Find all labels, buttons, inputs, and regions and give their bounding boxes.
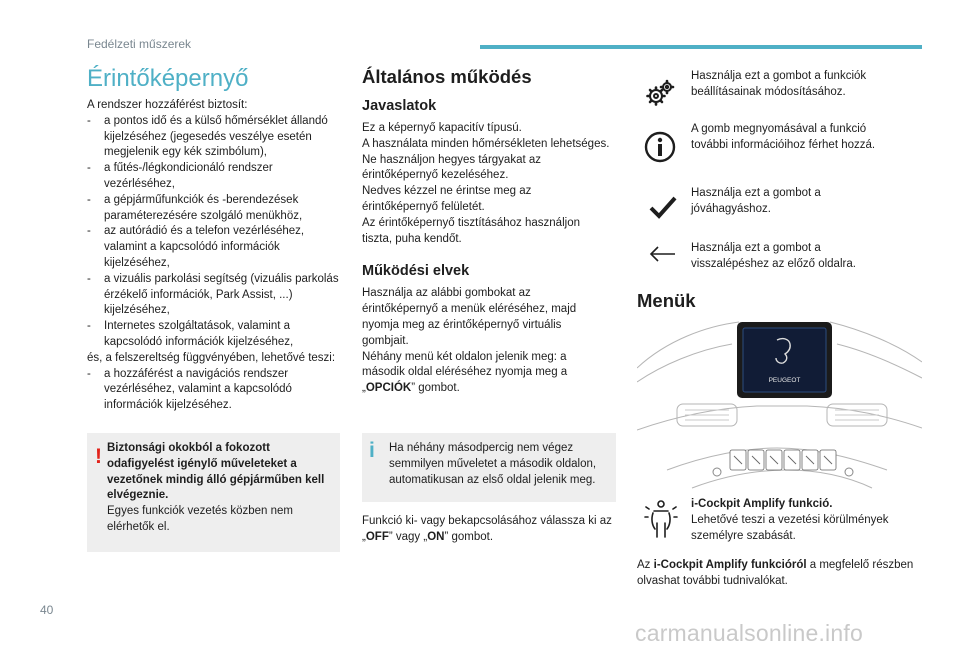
amplify-description: [691, 497, 906, 544]
text-fragment: Néhány menü két oldalon jelenik meg: a második oldal eléréséhez nyomja meg a „: [362, 350, 568, 395]
list-item: - Internetes szolgáltatások, valamint a kapcsolódó információk kijelzéséhez,: [87, 319, 345, 351]
text-fragment: ” vagy „: [388, 530, 428, 543]
dashboard-illustration: [637, 320, 922, 490]
screen-brand-text: PEUGEOT: [768, 377, 801, 384]
amplify-link-text: i-Cockpit Amplify funkcióról: [653, 559, 807, 571]
tip-line: Az érintőképernyő tisztításához használjon tiszta, puha kendőt.: [362, 216, 580, 245]
amplify-icon: [643, 497, 679, 541]
onoff-paragraph: [362, 514, 612, 546]
list-item: - a fűtés-/légkondicionáló rendszer vezérléséhez,: [87, 161, 345, 193]
section-label: Fedélzeti műszerek: [87, 37, 192, 51]
list-item: - a vizuális parkolási segítség (vizuális parkolás érzékelő információk, Park Assist, ...) kijelzéséhez,: [87, 272, 345, 319]
warning-text: Egyes funkciók vezetés közben nem elérhetők el.: [107, 505, 294, 533]
amplify-title: i-Cockpit Amplify funkció.: [691, 498, 833, 510]
amplify-text: Lehetővé teszi a vezetési körülmények személyre szabását.: [691, 513, 889, 542]
info-text: Ha néhány másodpercig nem végez semmilyen műveletet a második oldalon, automatikusan az első oldal jelenik meg.: [389, 442, 597, 486]
subsection-title: Működési elvek: [362, 263, 470, 280]
touchscreen-section: [87, 65, 345, 414]
general-operation-section: [362, 66, 610, 397]
back-description: Használja ezt a gombot a visszalépéshez az előző oldalra.: [691, 242, 856, 270]
amplify-footer-text: [637, 558, 917, 590]
list-item: - a hozzáférést a navigációs rendszer vezérléséhez, valamint a kapcsolódó információk kijelzéséhez.: [87, 367, 345, 414]
list-item: - az autórádió és a telefon vezérléséhez, valamint a kapcsolódó információk kijelzéséhez,: [87, 224, 345, 271]
section-title: Általános működés: [362, 66, 532, 87]
text-fragment: Az: [637, 559, 654, 571]
list-item: - a pontos idő és a külső hőmérséklet állandó kijelzéséhez (jegesedés veszélye esetén megjelenik egy kék szimbólum),: [87, 114, 345, 161]
warning-content: [107, 441, 335, 536]
tip-line: Nedves kézzel ne érintse meg az érintőképernyő felületét.: [362, 185, 532, 213]
info-circle-icon: [643, 130, 677, 164]
menus-title: Menük: [637, 290, 696, 311]
watermark: carmanualsonline.info: [635, 620, 863, 646]
principle-text: Használja az alábbi gombokat az érintőképernyő a menük eléréséhez, majd nyomja meg az érintőképernyő virtuális gombjait.: [362, 287, 577, 347]
tip-line: Ne használjon hegyes tárgyakat az érintőképernyő kezeléséhez.: [362, 153, 541, 182]
options-label: OPCIÓK: [365, 382, 412, 395]
section-title: Érintőképernyő: [87, 65, 249, 92]
page-number: 40: [40, 603, 54, 617]
info-icon: i: [369, 439, 375, 462]
header-accent-bar: [480, 45, 922, 49]
text-fragment: ” gombot.: [444, 530, 494, 543]
text-fragment: ” gombot.: [411, 382, 460, 395]
checkmark-icon: [646, 190, 680, 224]
middle-text: és, a felszereltség függvényében, lehetővé teszi:: [87, 351, 336, 364]
back-arrow-icon: [646, 237, 680, 271]
on-label: ON: [427, 530, 445, 543]
info-description: A gomb megnyomásával a funkció további információihoz férhet hozzá.: [691, 123, 876, 151]
text-fragment: a megfelelő részben olvashat további tudnivalókat.: [637, 559, 914, 587]
onoff-text: [362, 514, 612, 546]
amplify-footer: [637, 558, 917, 590]
feature-list-2: [87, 367, 345, 414]
settings-description: Használja ezt a gombot a funkciók beállításainak módosításához.: [691, 70, 867, 98]
tip-line: Ez a képernyő kapacitív típusú.: [362, 122, 522, 134]
gears-icon: [643, 77, 677, 111]
feature-list: [87, 114, 345, 351]
principle-text-2: [362, 350, 610, 397]
warning-bold-text: Biztonsági okokból a fokozott odafigyelést igénylő műveleteket a vezetőnek mindig álló gépjárműben kell elvégeznie.: [107, 442, 325, 502]
confirm-description: Használja ezt a gombot a jóváhagyáshoz.: [691, 187, 821, 215]
subsection-title: Javaslatok: [362, 98, 437, 114]
text-fragment: Funkció ki- vagy bekapcsolásához válassza ki az „: [362, 515, 612, 543]
list-item: - a gépjárműfunkciók és -berendezések paraméterezésére szolgáló menükhöz,: [87, 193, 345, 225]
intro-text: A rendszer hozzáférést biztosít:: [87, 99, 248, 111]
tip-line: A használata minden hőmérsékleten lehetséges.: [362, 137, 610, 150]
info-content: [389, 441, 611, 488]
off-label: OFF: [365, 530, 389, 543]
warning-icon: !: [95, 445, 102, 468]
